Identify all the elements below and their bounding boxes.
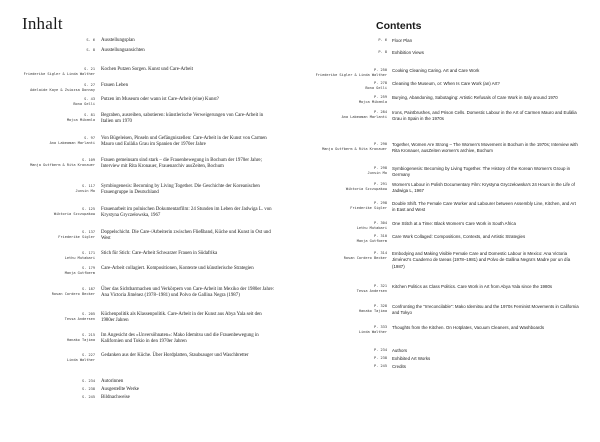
entry-title: Von Bügeleisen, Pinseln und Gefängniszellen: Care-Arbeit in der Kunst von Carmen Mauro und Eulàlia Grau im Spanien der 1970er Jahre xyxy=(101,136,267,148)
entry-author: Mojca Mikemla xyxy=(358,100,387,104)
toc-entry-meta xyxy=(0,97,95,107)
page-number: P. 238 xyxy=(374,356,387,360)
toc-entry-meta xyxy=(300,81,387,91)
toc-entry-meta xyxy=(300,251,387,261)
page-number: S. 117 xyxy=(82,184,95,188)
entry-author: Manja Gutfberm xyxy=(356,239,387,243)
page-number: S. 215 xyxy=(82,333,95,337)
toc-entry-meta xyxy=(0,136,95,146)
entry-author: Hanako Tajima xyxy=(358,309,387,313)
entry-author: Manja Gutfberm xyxy=(64,271,95,275)
entry-author: Manja Gutfberm & Rita Kronauer xyxy=(322,147,387,151)
toc-entry-meta xyxy=(0,333,95,343)
toc-entry-meta xyxy=(0,67,95,77)
page-number: P. 284 xyxy=(374,110,387,114)
page-number: S. 245 xyxy=(82,395,95,399)
entry-title: Cleaning the Museum, or: When Is Care Work (an) Art? xyxy=(392,81,500,86)
page-number: S. 238 xyxy=(82,387,95,391)
entry-title: Symbiogenesis: Becoming by Living Together. The History of the Korean Women's Group in Germany xyxy=(392,166,571,178)
entry-title: Embodying and Making Visible Female Care and Domestic Labour in Mexico: Ana Victoria Jiménez's Cuaderno de tareas (1978–1981) and Polvo de Gallina Negra's Madre por un día (1987) xyxy=(392,251,571,269)
toc-entry-meta xyxy=(300,142,387,152)
page-number: P. 310 xyxy=(374,234,387,238)
toc-entry-meta xyxy=(0,353,95,363)
toc-entry-meta xyxy=(0,387,95,392)
toc-entry-meta xyxy=(300,182,387,192)
entry-author: Hanako Tajima xyxy=(66,338,95,342)
page-number: P. 6 xyxy=(378,38,387,42)
page-number: P. 304 xyxy=(374,221,387,225)
entry-title: Ausstellungsansichten xyxy=(101,48,145,53)
entry-author: Friederike Sigler xyxy=(350,206,387,210)
toc-entry-meta xyxy=(0,266,95,276)
entry-author: Wiktoria Szczupakow xyxy=(53,212,95,216)
entry-author: Friederike Sigler xyxy=(58,235,95,239)
toc-entry-meta xyxy=(300,356,387,361)
entry-title: Together, Women Are Strong – The Women's Movement in Bochum in the 1970s; Interview with Rita Kronauer, ausZeiten women's archive, Bochum xyxy=(392,142,578,154)
page-number: S. 81 xyxy=(84,113,95,117)
toc-entry-meta xyxy=(0,251,95,261)
toc-entry-meta xyxy=(0,312,95,322)
entry-title: Frauenarbeit im polnischen Dokumentarfilm: 24 Stunden im Leben der Jadwiga L. von Krystyna Gryczełowska, 1967 xyxy=(101,207,272,219)
page-number: S. 227 xyxy=(82,353,95,357)
toc-entry-meta xyxy=(0,230,95,240)
toc-entry-meta xyxy=(0,83,95,93)
entry-title: Exhibited Art Works xyxy=(392,356,431,361)
entry-author: Mojca Mikemla xyxy=(66,118,95,122)
toc-entry-meta xyxy=(0,113,95,123)
toc-entry-meta xyxy=(300,50,387,55)
entry-title: Über das Sichtbarmachen und Verkörpern von Care-Arbeit im Mexiko der 1980er Jahre: Ana Victoria Jiménez (1978–1981) und Polvo de Gallina Negra (1987) xyxy=(101,287,275,299)
toc-entry-meta xyxy=(0,38,95,43)
entry-title: Kochen Putzen Sorgen. Kunst und Care-Arbeit xyxy=(101,67,193,72)
page-number: S. 109 xyxy=(82,158,95,162)
toc-entry-meta xyxy=(300,304,387,314)
entry-title: Küchenpolitik als Klassenpolitik. Care-Arbeit in der Kunst aus Abya Yala seit den 1980er Jahren xyxy=(101,312,262,324)
page-number: P. 333 xyxy=(374,325,387,329)
entry-author: Ana Labeaman Marlanti xyxy=(49,141,95,145)
entry-title: Begraben, ausreiben, sabotieren: künstlerische Verweigerungen von Care-Arbeit in Italien um 1970 xyxy=(101,113,264,125)
toc-entry-meta xyxy=(300,284,387,294)
page-number: P. 291 xyxy=(374,182,387,186)
page-number: P. 298 xyxy=(374,166,387,170)
page-number: S. 234 xyxy=(82,379,95,383)
entry-title: Ausgestellte Werke xyxy=(101,387,139,392)
entry-title: Exhibition Views xyxy=(392,50,424,55)
toc-entry-meta xyxy=(300,201,387,211)
entry-title: Double Shift. The Female Care Worker and Labourer between Assembly Line, Kitchen, and Art in East and West xyxy=(392,201,576,213)
entry-title: Floor Plan xyxy=(392,38,413,43)
entry-title: Care Work Collaged: Compositions, Contexts, and Artistic Strategies xyxy=(392,234,526,239)
page-number: S. 97 xyxy=(84,136,95,140)
entry-title: Autorinnen xyxy=(101,379,124,384)
entry-title: Care-Arbeit collagiert. Kompositionen, Kontexte und künstlerische Strategien xyxy=(101,266,254,271)
entry-title: Burying, Abandoning, Sabotaging: Artistic Refusals of Care Work in Italy around 1970 xyxy=(392,95,558,100)
page-title-contents: Contents xyxy=(376,20,422,32)
entry-author: Tessa Andersen xyxy=(356,289,387,293)
toc-entry-meta xyxy=(0,287,95,297)
page-number: S. 21 xyxy=(84,67,95,71)
page-number: S. 8 xyxy=(86,48,95,52)
toc-entry-meta xyxy=(300,348,387,353)
page-number: P. 298 xyxy=(374,201,387,205)
entry-title: Authors xyxy=(392,348,408,353)
entry-author: Junsin Mo xyxy=(75,189,95,193)
toc-entry-meta xyxy=(300,38,387,43)
entry-author: Lethu Mutabari xyxy=(356,226,387,230)
entry-author: Wiktoria Szczupakow xyxy=(345,187,387,191)
page-number: P. 250 xyxy=(374,68,387,72)
entry-title: Cooking Cleaning Caring. Art and Care Work xyxy=(392,68,480,73)
page-title-inhalt: Inhalt xyxy=(22,14,63,33)
entry-author: Tessa Andersen xyxy=(64,317,95,321)
entry-author: Junsin Mo xyxy=(367,171,387,175)
page-number: P. 290 xyxy=(374,142,387,146)
entry-author: Friederike Sigler & Linda Walther xyxy=(315,73,387,77)
toc-entry-meta xyxy=(0,379,95,384)
toc-entry-meta xyxy=(300,110,387,120)
entry-title: Ausstellungsplan xyxy=(101,38,135,43)
entry-author: Linda Walther xyxy=(66,358,95,362)
page-number: S. 137 xyxy=(82,230,95,234)
entry-title: Frauen Leben xyxy=(101,83,129,88)
toc-entry-meta xyxy=(0,48,95,53)
entry-title: Stich für Stich: Care-Arbeit Schwarzer Frauen in Südafrika xyxy=(101,251,218,256)
toc-entry-meta xyxy=(300,221,387,231)
page-number: P. 278 xyxy=(374,81,387,85)
entry-title: Thoughts from the Kitchen. On Hotplates, Vacuum Cleaners, and Washboards xyxy=(392,325,545,330)
entry-title: Kitchen Politics as Class Politics. Care Work in Art from Abya Yala since the 1980s xyxy=(392,284,553,289)
toc-entry-meta xyxy=(300,234,387,244)
page-number: P. 314 xyxy=(374,251,387,255)
toc-entry-meta xyxy=(0,207,95,217)
page-number: P. 321 xyxy=(374,284,387,288)
entry-title: Bildnachweise xyxy=(101,395,130,400)
entry-title: One Stitch at a Time: Black Women's Care Work in South Africa xyxy=(392,221,516,226)
entry-title: Im Angesicht des »Unversöhnaten«: Mako Idemitsu und die Frauenbewegung in Kalifornien und Tokio in den 1970er Jahren xyxy=(101,333,259,345)
entry-title: Frauen gemeinsam sind stark – die Frauenbewegung in Bochum der 1970er Jahre; Interview mit Rita Kronauer, Frauenarchiv ausZeiten, Bochum xyxy=(101,158,262,170)
page-number: P. 8 xyxy=(378,50,387,54)
entry-author: Rosan Cordero Becker xyxy=(343,256,387,260)
toc-entry-meta xyxy=(0,184,95,194)
toc-entry-meta xyxy=(300,166,387,176)
toc-entry-meta xyxy=(300,68,387,78)
entry-author: Friederike Sigler & Linda Walther xyxy=(23,72,95,76)
page-number: S. 6 xyxy=(86,38,95,42)
entry-author: Rosan Cordero Becker xyxy=(51,292,95,296)
entry-author: Adelaide Kaye & Zsiozsa Donnay xyxy=(30,88,95,92)
entry-author: Ana Labeaman Marlanti xyxy=(341,115,387,119)
entry-title: Putzen im Museum oder wann ist Care-Arbeit (eine) Kunst? xyxy=(101,97,219,102)
entry-author: Bona Gelli xyxy=(365,86,387,90)
entry-title: Doppelschicht. Die Care-/Arbeiterin zwischen Fließband, Küche und Kunst in Ost und West xyxy=(101,230,271,242)
entry-title: Women's Labour in Polish Documentary Film: Krystyna Gryczełowska's 24 Hours in the Life of Jadwiga L, 1967 xyxy=(392,182,575,194)
toc-entry-meta xyxy=(300,364,387,369)
toc-entry-meta xyxy=(300,95,387,105)
page-number: S. 27 xyxy=(84,83,95,87)
entry-title: Credits xyxy=(392,364,406,369)
entry-author: Manja Gutfberm & Rita Kronauer xyxy=(30,163,95,167)
page-number: P. 245 xyxy=(374,364,387,368)
entry-author: Bona Gelli xyxy=(73,102,95,106)
page-number: P. 259 xyxy=(374,95,387,99)
entry-author: Lethu Mutabari xyxy=(64,256,95,260)
toc-entry-meta xyxy=(0,158,95,168)
page-number: S. 125 xyxy=(82,207,95,211)
page-number: P. 328 xyxy=(374,304,387,308)
toc-entry-meta xyxy=(0,395,95,400)
entry-title: Irons, Paintbrushes, and Prison Cells. Domestic Labour in the Art of Carmen Mauro and Eulàlia Grau in Spain in the 1970s xyxy=(392,110,577,122)
entry-title: Gedanken aus der Küche. Über Hordplatten, Staubsauger und Waschbretter xyxy=(101,353,249,358)
page-number: S. 171 xyxy=(82,251,95,255)
toc-entry-meta xyxy=(300,325,387,335)
page-number: S. 187 xyxy=(82,287,95,291)
page-number: S. 43 xyxy=(84,97,95,101)
page-number: S. 205 xyxy=(82,312,95,316)
entry-author: Linda Walther xyxy=(358,330,387,334)
entry-title: Symbiogenesis: Becoming by Living Together. Die Geschichte der Koreanischen Frauengruppe in Deutschland xyxy=(101,184,260,196)
page-number: S. 179 xyxy=(82,266,95,270)
page-number: P. 234 xyxy=(374,348,387,352)
entry-title: Confronting the "Irreconcilable": Mako Idemitsu and the 1970s Feminist Movements in California and Tokyo xyxy=(392,304,579,316)
